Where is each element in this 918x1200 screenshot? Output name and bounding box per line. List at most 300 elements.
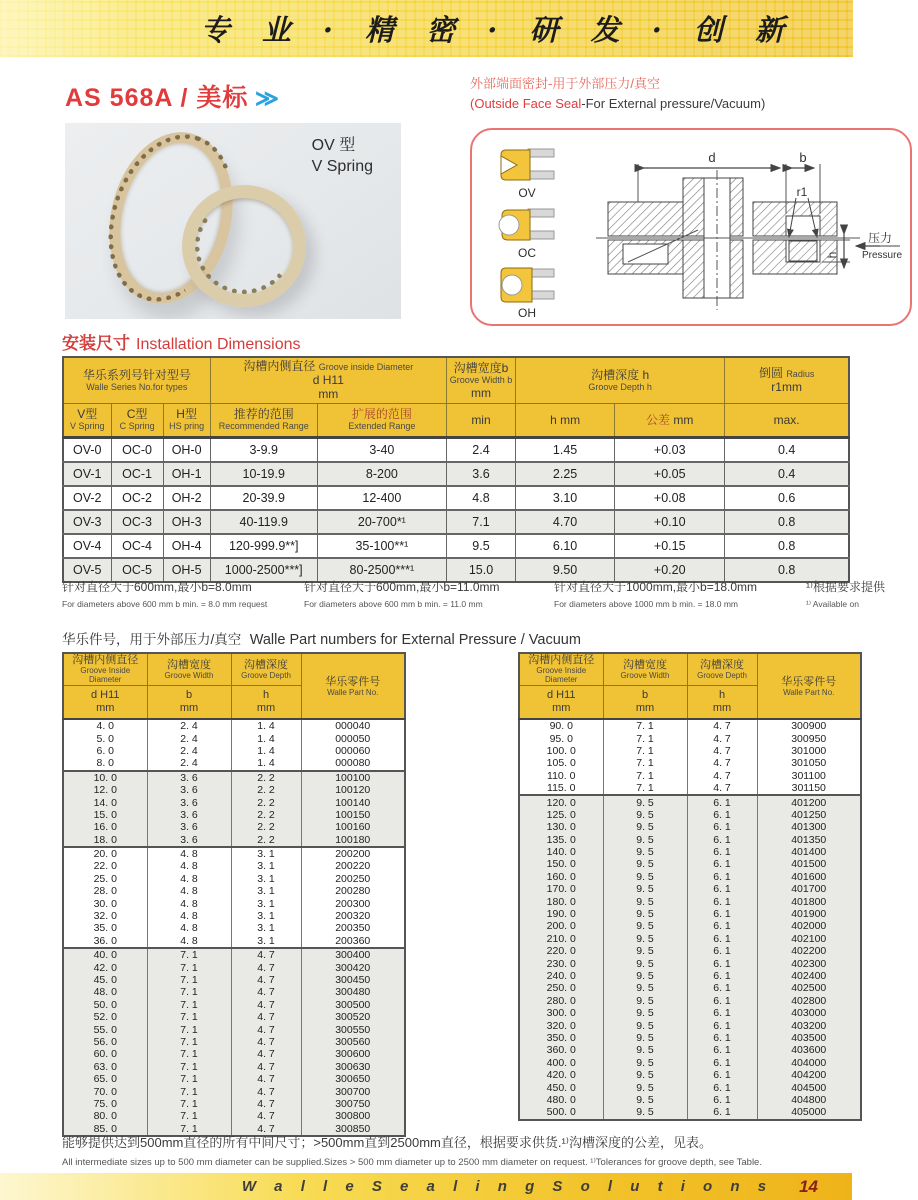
table-cell: 42. 0: [63, 961, 147, 973]
table-cell: 9. 5: [603, 1057, 687, 1069]
header-max: max.: [725, 403, 849, 437]
table-cell: OV-5: [63, 558, 111, 582]
table-cell: 300600: [301, 1048, 405, 1060]
table-row: [63, 999, 405, 1011]
table-cell: 3. 1: [231, 885, 301, 897]
table-cell: 65. 0: [63, 1073, 147, 1085]
table-cell: 9. 5: [603, 933, 687, 945]
table-cell: 3.10: [516, 486, 615, 510]
table-cell: 100160: [301, 821, 405, 833]
table-cell: 0.8: [725, 558, 849, 582]
table-cell: 9. 5: [603, 1081, 687, 1093]
table-cell: 6. 1: [687, 1032, 757, 1044]
table-cell: 105. 0: [519, 757, 603, 769]
page-title: [65, 78, 279, 114]
table-cell: 6.10: [516, 534, 615, 558]
table-cell: 404000: [757, 1057, 861, 1069]
table-cell: 36. 0: [63, 935, 147, 948]
table-cell: 4. 7: [231, 961, 301, 973]
table-cell: 480. 0: [519, 1094, 603, 1106]
oh-profile-icon: [496, 262, 558, 308]
table-cell: 300700: [301, 1085, 405, 1097]
table-cell: 7. 1: [147, 1073, 231, 1085]
table-cell: 200350: [301, 922, 405, 934]
table-cell: 3. 1: [231, 873, 301, 885]
table-row: [519, 1057, 861, 1069]
header-groove-depth: [516, 357, 725, 403]
pr-header-depth: 沟槽深度 Groove Depth: [687, 653, 757, 685]
seal-subtitle: [470, 74, 765, 114]
table-cell: 402800: [757, 995, 861, 1007]
table-cell: 4. 8: [147, 873, 231, 885]
table-cell: OV-2: [63, 486, 111, 510]
table-row: [519, 757, 861, 769]
table-cell: 3. 6: [147, 796, 231, 808]
table-cell: +0.15: [615, 534, 725, 558]
table-cell: OH-5: [163, 558, 210, 582]
table-row: [519, 982, 861, 994]
table-cell: 200360: [301, 935, 405, 948]
table-cell: 4. 8: [147, 935, 231, 948]
table-cell: OH-1: [163, 462, 210, 486]
table-cell: 9. 5: [603, 871, 687, 883]
table-cell: 401900: [757, 908, 861, 920]
table-cell: 3. 6: [147, 809, 231, 821]
footnote-1: 针对直径大于600mm,最小b=8.0mm For diameters above 600 mm b min. = 8.0 mm request: [62, 580, 268, 609]
header-recommended-range: 推荐的范围 Recommended Range: [210, 403, 317, 437]
table-cell: 90. 0: [519, 719, 603, 732]
table-row: [63, 910, 405, 922]
table-row: [63, 974, 405, 986]
table-cell: 2. 2: [231, 809, 301, 821]
footnote-3: 针对直径大于1000mm,最小b=18.0mm For diameters above 1000 mm b min. = 18.0 mm: [554, 580, 758, 609]
table-cell: 9. 5: [603, 883, 687, 895]
table-cell: 7. 1: [603, 719, 687, 732]
table-cell: 130. 0: [519, 821, 603, 833]
table-cell: 6. 1: [687, 970, 757, 982]
pr-header-diameter: 沟槽内侧直径 Groove Inside Diameter: [519, 653, 603, 685]
table-cell: 350. 0: [519, 1032, 603, 1044]
table-row: [63, 1085, 405, 1097]
header-gid-unit: mm: [318, 387, 339, 402]
table-row: [63, 885, 405, 897]
table-cell: 9. 5: [603, 1032, 687, 1044]
table-cell: 9. 5: [603, 1007, 687, 1019]
table-cell: 4. 7: [231, 1073, 301, 1085]
table-cell: 180. 0: [519, 895, 603, 907]
header-groove-width: [446, 357, 515, 403]
table-cell: 9. 5: [603, 809, 687, 821]
table-cell: 300. 0: [519, 1007, 603, 1019]
table-row: [519, 834, 861, 846]
table-cell: 6. 1: [687, 1007, 757, 1019]
photo-label-cn: OV 型: [311, 137, 356, 154]
table-row: [63, 1011, 405, 1023]
table-cell: 170. 0: [519, 883, 603, 895]
table-cell: 404800: [757, 1094, 861, 1106]
table-cell: 7. 1: [147, 999, 231, 1011]
table-cell: 18. 0: [63, 834, 147, 847]
header-tolerance: 公差 mm: [615, 403, 725, 437]
table-cell: 63. 0: [63, 1061, 147, 1073]
table-cell: 401500: [757, 858, 861, 870]
table-cell: OC-3: [111, 510, 163, 534]
header-rad-cn: 倒圆: [758, 366, 783, 381]
table-cell: 150. 0: [519, 858, 603, 870]
table-cell: 52. 0: [63, 1011, 147, 1023]
table-cell: 2. 2: [231, 821, 301, 833]
table-cell: 25. 0: [63, 873, 147, 885]
table-cell: 401300: [757, 821, 861, 833]
table-cell: 2. 4: [147, 719, 231, 732]
installation-diagram: [470, 128, 912, 326]
table-row: [63, 860, 405, 872]
table-cell: 55. 0: [63, 1023, 147, 1035]
table-cell: 4. 7: [231, 986, 301, 998]
table-cell: 9.50: [516, 558, 615, 582]
table-cell: 12-400: [317, 486, 446, 510]
table-cell: 2.25: [516, 462, 615, 486]
table-cell: 16. 0: [63, 821, 147, 833]
table-cell: OV-4: [63, 534, 111, 558]
table-cell: 7. 1: [147, 986, 231, 998]
header-series-cn: 华乐系列号针对型号: [82, 367, 191, 382]
table-row: [519, 858, 861, 870]
table-cell: 56. 0: [63, 1036, 147, 1048]
table-cell: 4. 7: [231, 999, 301, 1011]
pr-header-b: b mm: [603, 685, 687, 719]
table-cell: 405000: [757, 1106, 861, 1119]
table-cell: 0.4: [725, 462, 849, 486]
table-cell: 300800: [301, 1110, 405, 1122]
part-table-left-body: [63, 719, 405, 1136]
table-cell: 20-39.9: [210, 486, 317, 510]
table-cell: 401250: [757, 809, 861, 821]
table-cell: 6. 1: [687, 1069, 757, 1081]
table-cell: 230. 0: [519, 957, 603, 969]
table-cell: 7. 1: [603, 745, 687, 757]
table-cell: 7.1: [446, 510, 515, 534]
table-row: [63, 1110, 405, 1122]
header-rad-sym: r1mm: [771, 380, 802, 395]
bottom-note: [62, 1132, 862, 1168]
table-cell: 140. 0: [519, 846, 603, 858]
table-row: [519, 809, 861, 821]
table-cell: 35. 0: [63, 922, 147, 934]
table-cell: 4. 7: [231, 1061, 301, 1073]
table-cell: 110. 0: [519, 770, 603, 782]
table-cell: 300900: [757, 719, 861, 732]
table-cell: 0.8: [725, 534, 849, 558]
table-cell: 135. 0: [519, 834, 603, 846]
table-cell: 3.6: [446, 462, 515, 486]
table-cell: 100140: [301, 796, 405, 808]
table-cell: +0.10: [615, 510, 725, 534]
banner-slogan: 专 业 · 精 密 · 研 发 · 创 新: [200, 13, 795, 47]
table-row: [519, 1069, 861, 1081]
subtitle-en: [470, 94, 765, 114]
table-cell: 9. 5: [603, 1106, 687, 1119]
table-cell: 7. 1: [147, 1023, 231, 1035]
table-cell: 70. 0: [63, 1085, 147, 1097]
table-cell: 6. 1: [687, 920, 757, 932]
table-cell: 1.45: [516, 437, 615, 462]
table-row: [519, 1044, 861, 1056]
table-cell: 9. 5: [603, 895, 687, 907]
footer-bar: [0, 1173, 852, 1200]
table-cell: 402400: [757, 970, 861, 982]
table-cell: 50. 0: [63, 999, 147, 1011]
table-cell: 3. 6: [147, 821, 231, 833]
table-row: [519, 745, 861, 757]
table-row: [519, 871, 861, 883]
install-section-heading: [62, 329, 301, 354]
table-cell: 4. 7: [231, 1123, 301, 1136]
table-cell: 300650: [301, 1073, 405, 1085]
oc-profile-icon: [496, 202, 558, 248]
ov-profile-icon: [496, 142, 558, 188]
table-cell: 45. 0: [63, 974, 147, 986]
table-cell: 7. 1: [147, 1011, 231, 1023]
table-cell: 300950: [757, 732, 861, 744]
table-cell: 2. 4: [147, 757, 231, 770]
table-cell: 6. 1: [687, 933, 757, 945]
table-row: [63, 897, 405, 909]
table-cell: 6. 1: [687, 895, 757, 907]
pl-header-h: h mm: [231, 685, 301, 719]
table-row: [519, 908, 861, 920]
table-row: [519, 732, 861, 744]
table-cell: 401200: [757, 795, 861, 808]
table-cell: 100120: [301, 784, 405, 796]
table-row: [519, 1019, 861, 1031]
table-row: [63, 922, 405, 934]
profile-oc: [494, 202, 560, 260]
table-cell: 6. 1: [687, 846, 757, 858]
table-cell: 100100: [301, 771, 405, 784]
table-cell: 4.8: [446, 486, 515, 510]
table-cell: 4. 7: [231, 974, 301, 986]
table-cell: 9. 5: [603, 957, 687, 969]
table-row: [63, 437, 849, 462]
table-cell: 0.8: [725, 510, 849, 534]
table-cell: 6. 1: [687, 821, 757, 833]
table-row: [519, 933, 861, 945]
header-gd-cn: 沟槽深度 h: [591, 367, 650, 382]
table-cell: 300450: [301, 974, 405, 986]
table-cell: 300560: [301, 1036, 405, 1048]
table-cell: 6. 1: [687, 957, 757, 969]
table-row: [519, 770, 861, 782]
table-cell: 80. 0: [63, 1110, 147, 1122]
table-cell: 000050: [301, 732, 405, 744]
table-cell: 85. 0: [63, 1123, 147, 1136]
profile-label-oc: OC: [518, 246, 536, 260]
table-cell: 403500: [757, 1032, 861, 1044]
table-cell: 401400: [757, 846, 861, 858]
table-row: [519, 995, 861, 1007]
table-cell: 10. 0: [63, 771, 147, 784]
pr-header-h: h mm: [687, 685, 757, 719]
table-cell: 12. 0: [63, 784, 147, 796]
technical-drawing: [568, 134, 906, 325]
subtitle-cn: 外部端面密封-用于外部压力/真空: [470, 76, 660, 91]
table-cell: 6. 1: [687, 945, 757, 957]
table-cell: 9. 5: [603, 970, 687, 982]
table-cell: 4. 7: [687, 757, 757, 769]
table-cell: 200200: [301, 847, 405, 860]
table-cell: 48. 0: [63, 986, 147, 998]
table-cell: 3-9.9: [210, 437, 317, 462]
table-cell: 450. 0: [519, 1081, 603, 1093]
table-cell: 401350: [757, 834, 861, 846]
table-cell: 402000: [757, 920, 861, 932]
table-cell: 4. 8: [147, 885, 231, 897]
footnote-4: ¹⁾根据要求提供 ¹⁾ Available on: [806, 580, 885, 609]
table-cell: 401800: [757, 895, 861, 907]
table-cell: 7. 1: [147, 1098, 231, 1110]
table-cell: 4. 7: [687, 770, 757, 782]
table-cell: 9. 5: [603, 846, 687, 858]
table-cell: 4. 7: [231, 1085, 301, 1097]
header-rad-en: Radius: [786, 369, 815, 380]
table-cell: +0.03: [615, 437, 725, 462]
profile-oh: [494, 262, 560, 320]
table-cell: +0.05: [615, 462, 725, 486]
table-cell: OV-1: [63, 462, 111, 486]
profile-label-ov: OV: [518, 186, 536, 200]
table-cell: 7. 1: [147, 1048, 231, 1060]
dim-h-label: h: [825, 251, 839, 259]
table-row: [63, 873, 405, 885]
table-cell: 3. 1: [231, 922, 301, 934]
table-row: [63, 1036, 405, 1048]
table-cell: 9. 5: [603, 1094, 687, 1106]
table-row: [519, 719, 861, 732]
table-cell: 190. 0: [519, 908, 603, 920]
table-cell: 75. 0: [63, 1098, 147, 1110]
table-cell: 401700: [757, 883, 861, 895]
bottom-note-cn: 能够提供达到500mm直径的所有中间尺寸；>500mm直到2500mm直径，根据要求供货.¹⁾沟槽深度的公差，见表。: [62, 1135, 713, 1150]
table-cell: 80-2500***¹: [317, 558, 446, 582]
table-cell: 6. 1: [687, 1044, 757, 1056]
table-cell: 6. 1: [687, 858, 757, 870]
table-row: [63, 834, 405, 847]
table-cell: 403000: [757, 1007, 861, 1019]
table-cell: 40. 0: [63, 948, 147, 961]
table-cell: 60. 0: [63, 1048, 147, 1060]
table-row: [63, 935, 405, 948]
dim-d-label: d: [708, 150, 716, 165]
page-number: 14: [799, 1176, 818, 1196]
table-cell: 9. 5: [603, 995, 687, 1007]
header-series-en: Walle Series No.for types: [86, 381, 188, 392]
table-cell: 9. 5: [603, 1019, 687, 1031]
table-cell: 4. 8: [147, 910, 231, 922]
table-cell: 6. 1: [687, 1019, 757, 1031]
table-row: [519, 895, 861, 907]
table-row: [63, 510, 849, 534]
table-cell: 1. 4: [231, 732, 301, 744]
table-cell: 200250: [301, 873, 405, 885]
table-cell: 115. 0: [519, 782, 603, 795]
photo-label-en: V Spring: [311, 158, 373, 175]
table-cell: 3. 6: [147, 784, 231, 796]
table-row: [63, 809, 405, 821]
table-row: [519, 945, 861, 957]
table-cell: 30. 0: [63, 897, 147, 909]
table-cell: 000060: [301, 745, 405, 757]
table-cell: 300750: [301, 1098, 405, 1110]
table-cell: 200300: [301, 897, 405, 909]
table-cell: 6. 1: [687, 809, 757, 821]
table-cell: 400. 0: [519, 1057, 603, 1069]
install-table-body: [63, 437, 849, 582]
table-cell: 6. 1: [687, 1081, 757, 1093]
table-cell: OH-2: [163, 486, 210, 510]
table-cell: 4. 8: [147, 897, 231, 909]
table-cell: 95. 0: [519, 732, 603, 744]
install-dimensions-table: [62, 356, 850, 583]
table-cell: 240. 0: [519, 970, 603, 982]
table-cell: 4. 8: [147, 922, 231, 934]
parts-section-heading: [62, 628, 581, 649]
table-row: [63, 1061, 405, 1073]
table-cell: 35-100**¹: [317, 534, 446, 558]
part-numbers-table-left: [62, 652, 406, 1137]
pl-header-width: 沟槽宽度 Groove Width: [147, 653, 231, 685]
table-cell: 402300: [757, 957, 861, 969]
table-cell: 4. 7: [687, 782, 757, 795]
table-row: [63, 771, 405, 784]
table-cell: OC-5: [111, 558, 163, 582]
table-row: [63, 961, 405, 973]
table-cell: 300850: [301, 1123, 405, 1136]
table-cell: 404500: [757, 1081, 861, 1093]
table-cell: 9. 5: [603, 795, 687, 808]
table-cell: 9. 5: [603, 908, 687, 920]
product-photo: [65, 123, 401, 319]
table-row: [63, 1048, 405, 1060]
table-cell: 120-999.9**]: [210, 534, 317, 558]
table-cell: 420. 0: [519, 1069, 603, 1081]
table-cell: 1. 4: [231, 745, 301, 757]
header-v-spring: V型 V Spring: [63, 403, 111, 437]
table-cell: 402500: [757, 982, 861, 994]
table-cell: 402200: [757, 945, 861, 957]
table-row: [519, 1081, 861, 1093]
bottom-note-en: All intermediate sizes up to 500 mm diameter can be supplied.Sizes > 500 mm diameter up to 2500 mm diameter on request. ¹⁾Tolerances for groove depth, see Table.: [62, 1157, 762, 1168]
table-cell: 200320: [301, 910, 405, 922]
table-row: [519, 970, 861, 982]
table-cell: 401600: [757, 871, 861, 883]
table-cell: 5. 0: [63, 732, 147, 744]
table-row: [63, 821, 405, 833]
profile-ov: [494, 142, 560, 200]
table-cell: 250. 0: [519, 982, 603, 994]
header-min: min: [446, 403, 515, 437]
table-row: [519, 957, 861, 969]
table-cell: OH-4: [163, 534, 210, 558]
table-cell: +0.08: [615, 486, 725, 510]
table-cell: 300420: [301, 961, 405, 973]
table-cell: 200220: [301, 860, 405, 872]
table-cell: 8. 0: [63, 757, 147, 770]
table-cell: 6. 1: [687, 908, 757, 920]
table-cell: 7. 1: [603, 770, 687, 782]
table-cell: 100150: [301, 809, 405, 821]
table-cell: 4. 7: [231, 1048, 301, 1060]
